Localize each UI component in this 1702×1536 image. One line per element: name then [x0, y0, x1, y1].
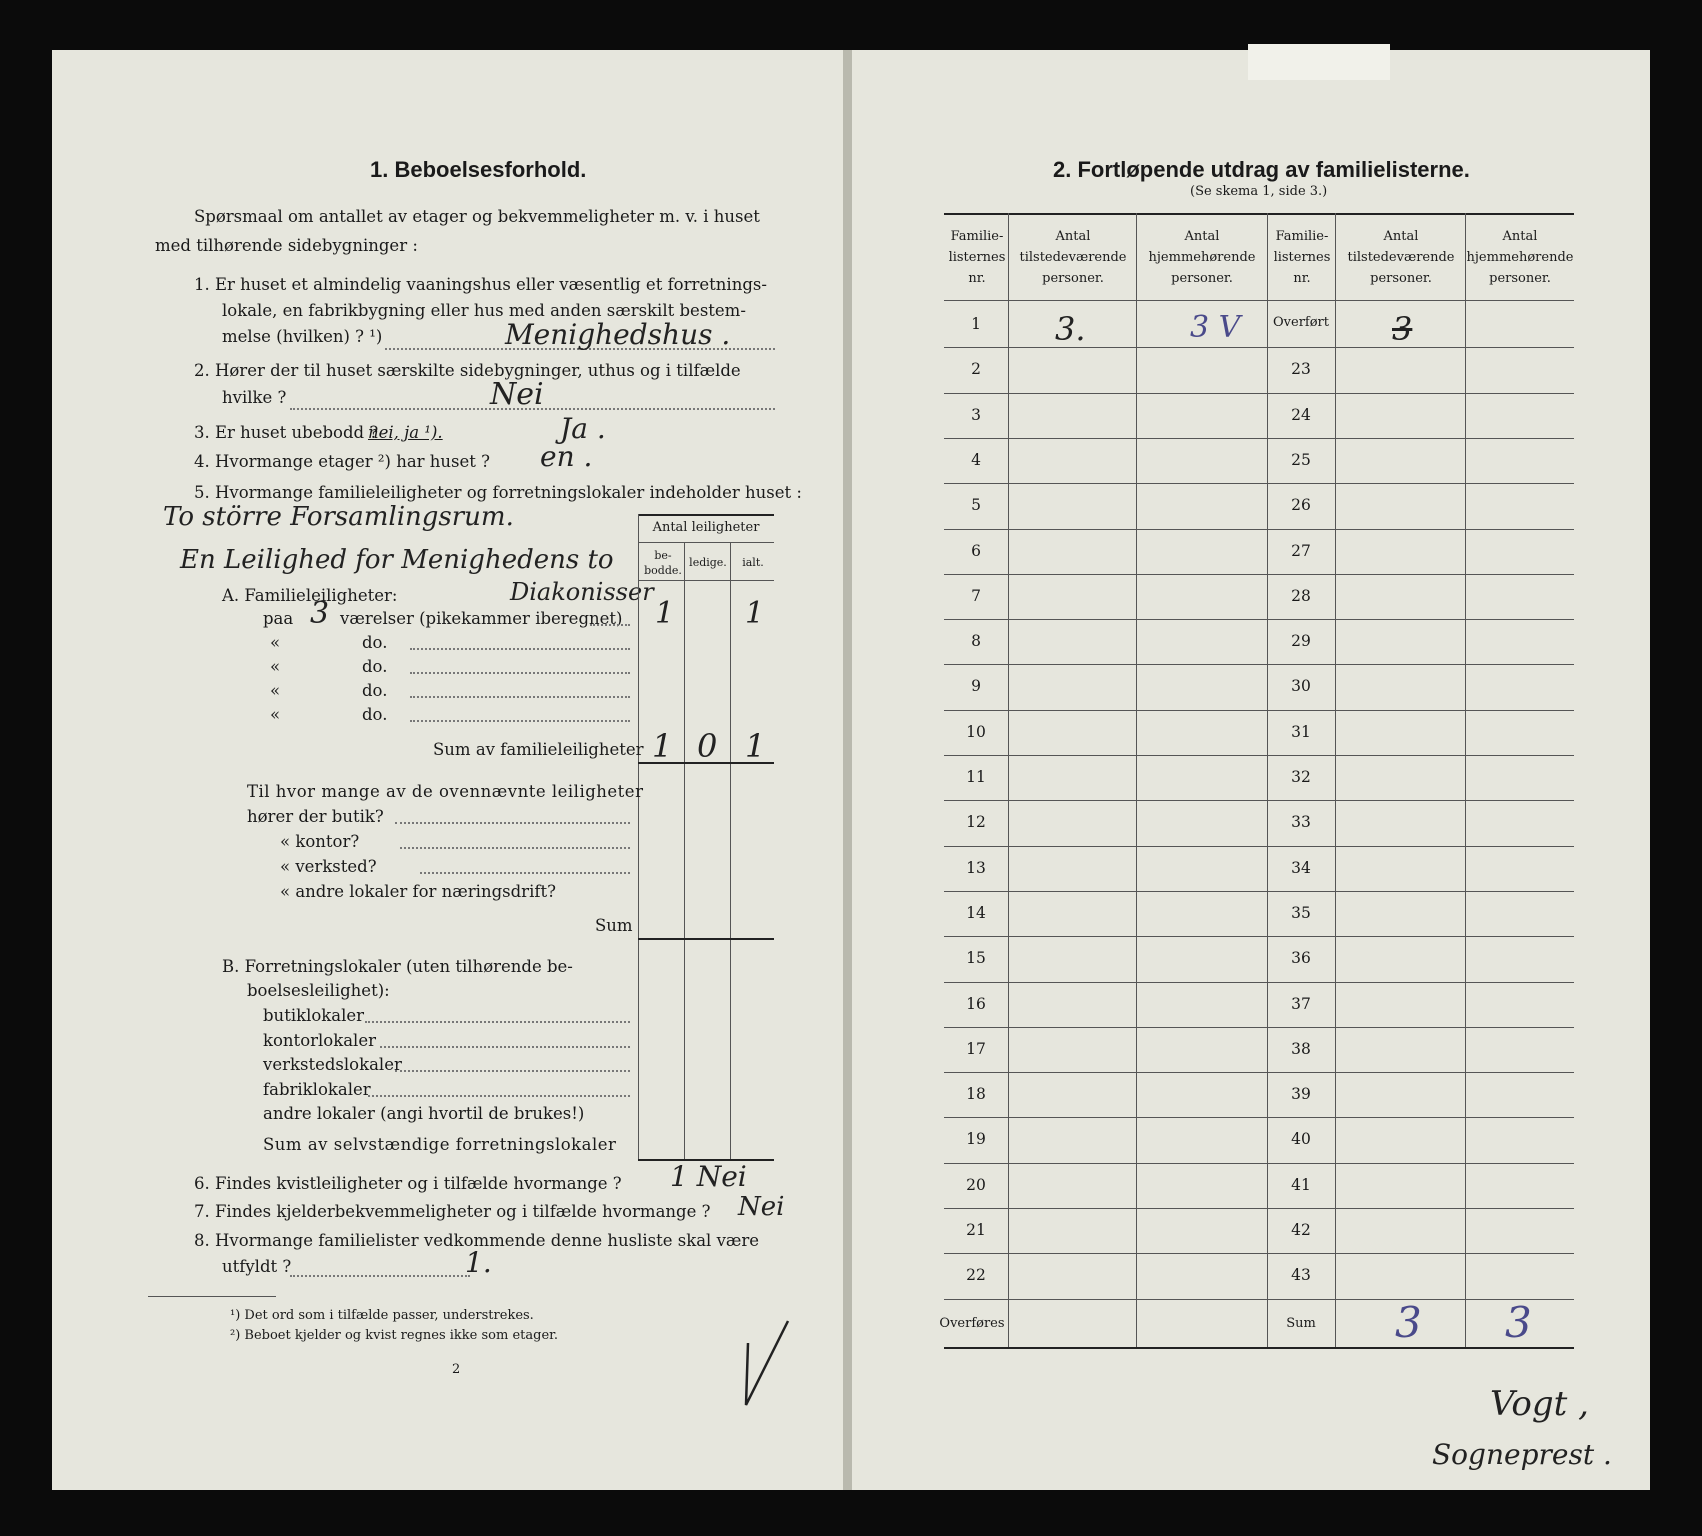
- q3-options: nei, ja ¹).: [368, 423, 443, 442]
- row-rule: [944, 710, 1574, 711]
- table-header: Antal leiligheter: [652, 520, 760, 535]
- q5-answer-line-2: En Leilighed for Menighedens to: [180, 545, 614, 575]
- row-nr-right: 29: [1291, 632, 1311, 651]
- dots-kontorlokaler: [380, 1046, 630, 1048]
- kontorlokaler-label: kontorlokaler: [263, 1031, 376, 1050]
- row-nr-right: 28: [1291, 586, 1311, 605]
- sum-ledige: 0: [697, 727, 718, 765]
- q5-answer-line-1: To större Forsamlingsrum.: [163, 502, 514, 532]
- col-header-hjemme-right: Antal hjemmehørende personer.: [1466, 229, 1574, 286]
- do-3: do.: [362, 681, 388, 700]
- page-number: 2: [452, 1362, 461, 1377]
- sum-fam-rule: [638, 762, 774, 764]
- row-nr-right: 27: [1291, 541, 1311, 560]
- row-rule: [944, 393, 1574, 394]
- row-rule: [944, 846, 1574, 847]
- row-nr-left: 6: [971, 541, 981, 560]
- row1-ialt: 1: [745, 596, 765, 631]
- page-fold: [843, 50, 852, 1490]
- row-nr-left: 9: [971, 677, 981, 696]
- row-nr-left: 11: [966, 768, 986, 786]
- q4-answer: en .: [540, 440, 593, 473]
- fabriklokaler-label: fabriklokaler: [263, 1080, 371, 1099]
- row-nr-right: 30: [1291, 677, 1311, 696]
- row-nr-left: 19: [966, 1130, 986, 1149]
- row-rule: [944, 1299, 1574, 1300]
- q5-answer-line-3: Diakonisser: [510, 578, 654, 606]
- row-rule: [944, 1163, 1574, 1164]
- footnote-2: ²) Beboet kjelder og kvist regnes ikke som etager.: [230, 1328, 559, 1343]
- andre-lokaler-label: andre lokaler (angi hvortil de brukes!): [263, 1104, 585, 1123]
- rooms-answer: 3: [310, 596, 330, 631]
- row-nr-left: 4: [971, 450, 981, 469]
- row1-tilstede: 3.: [1055, 310, 1086, 348]
- dots-fabriklokaler: [368, 1095, 630, 1097]
- dots-row-4: [410, 696, 630, 698]
- row-rule: [944, 800, 1574, 801]
- col-header-tilstede-left: Antal tilstedeværende personer.: [1019, 229, 1127, 286]
- row1-hjemme: 3 V: [1190, 310, 1241, 345]
- row-nr-left: 20: [966, 1175, 986, 1194]
- q8-answer-line: [290, 1275, 470, 1277]
- row-nr-right: Overført: [1273, 315, 1329, 330]
- q8-line-2: utfyldt ?: [222, 1257, 292, 1276]
- table-vline-2: [684, 542, 685, 1159]
- row-nr-left: 21: [966, 1221, 986, 1239]
- sum-label-1: Sum: [595, 916, 633, 935]
- table-vline-1: [638, 514, 639, 1159]
- guillemet-3: «: [270, 681, 281, 700]
- row-rule: [944, 936, 1574, 937]
- q1-line-2: lokale, en fabrikbygning eller hus med anden særskilt bestem-: [222, 301, 746, 320]
- col-header-hjemme-left: Antal hjemmehørende personer.: [1148, 229, 1256, 286]
- row-rule: [944, 1072, 1574, 1073]
- row-nr-right: 37: [1291, 994, 1311, 1013]
- sum-bebodde: 1: [652, 727, 673, 765]
- q4-label: 4. Hvormange etager ²) har huset ?: [194, 452, 490, 471]
- sum-familieleiligheter-label: Sum av familieleiligheter: [433, 740, 644, 759]
- row-nr-right: 24: [1291, 405, 1311, 424]
- right-table-top-rule: [944, 213, 1574, 215]
- footnote-rule: [148, 1296, 276, 1297]
- signature-line-2: Sogneprest .: [1432, 1438, 1612, 1471]
- row-rule: [944, 1117, 1574, 1118]
- row-nr-left: 2: [971, 360, 981, 379]
- row-nr-right: 41: [1291, 1175, 1311, 1194]
- q1-answer: Menighedshus .: [505, 318, 731, 351]
- dots-row-3: [410, 672, 630, 674]
- verkstedslokaler-label: verkstedslokaler: [263, 1055, 402, 1074]
- table-subheader-rule: [638, 580, 774, 581]
- dots-verkstedslokaler: [395, 1070, 630, 1072]
- section-1-title: 1. Beboelsesforhold.: [370, 157, 587, 182]
- q5-label: 5. Hvormange familieleiligheter og forretningslokaler indeholder huset :: [194, 483, 802, 502]
- row-nr-right: 26: [1291, 496, 1311, 515]
- row-rule: [944, 438, 1574, 439]
- left-page: [52, 50, 844, 1490]
- guillemet-1: «: [270, 633, 281, 652]
- q6-answer: 1 Nei: [670, 1160, 747, 1193]
- sum-selvstaendige-label: Sum av selvstændige forretningslokaler: [263, 1135, 617, 1154]
- row-nr-right: 32: [1291, 768, 1311, 786]
- row-nr-left: 16: [966, 994, 986, 1013]
- do-1: do.: [362, 633, 388, 652]
- row-nr-right: 25: [1291, 450, 1311, 469]
- row-nr-right: 35: [1291, 903, 1311, 922]
- table-vline-3: [730, 542, 731, 1159]
- sum-tilstede: 3: [1395, 1298, 1422, 1347]
- dots-butik: [395, 822, 630, 824]
- q7-label: 7. Findes kjelderbekvemmeligheter og i tilfælde hvormange ?: [194, 1202, 711, 1221]
- q7-answer: Nei: [738, 1192, 785, 1222]
- overfores-label: Overføres: [939, 1316, 1005, 1331]
- q8-line-1: 8. Hvormange familielister vedkommende denne husliste skal være: [194, 1231, 760, 1250]
- row-nr-left: 22: [966, 1266, 986, 1285]
- til-hvor-line-2: hører der butik?: [247, 807, 384, 826]
- row-nr-right: 43: [1291, 1266, 1311, 1285]
- row-nr-left: 10: [966, 722, 986, 741]
- butiklokaler-label: butiklokaler: [263, 1006, 365, 1025]
- intro-line-2: med tilhørende sidebygninger :: [155, 236, 418, 255]
- til-hvor-line-1: Til hvor mange av de ovennævnte leiligheter: [247, 782, 644, 801]
- right-header-rule: [944, 300, 1574, 301]
- intro-line-1: Spørsmaal om antallet av etager og bekvemmeligheter m. v. i huset: [194, 207, 760, 226]
- row-rule: [944, 619, 1574, 620]
- section-2-title: 2. Fortløpende utdrag av familielisterne.: [1053, 157, 1470, 182]
- sum-1-rule: [638, 938, 774, 940]
- col-bebodde: be-bodde.: [644, 549, 682, 577]
- row-nr-left: 8: [971, 632, 981, 651]
- row-nr-left: 12: [966, 813, 986, 832]
- section-2-subtitle: (Se skema 1, side 3.): [1190, 184, 1328, 199]
- footnote-1: ¹) Det ord som i tilfælde passer, understrekes.: [230, 1308, 534, 1323]
- vaerelser-label: værelser (pikekammer iberegnet): [340, 609, 623, 628]
- dots-row-5: [410, 720, 630, 722]
- row-rule: [944, 755, 1574, 756]
- col-header-nr-left: Familie-listernes nr.: [948, 229, 1006, 286]
- row-nr-right: 40: [1291, 1130, 1311, 1149]
- right-vline-5: [1465, 213, 1466, 1347]
- table-top-rule: [638, 514, 774, 516]
- dots-row-1: [590, 624, 630, 626]
- q1-line-3: melse (hvilken) ? ¹): [222, 327, 383, 346]
- right-vline-2: [1136, 213, 1137, 1347]
- right-vline-4: [1335, 213, 1336, 1347]
- row-rule: [944, 982, 1574, 983]
- row-nr-right: 31: [1291, 722, 1311, 741]
- row-nr-left: 14: [966, 903, 986, 922]
- row-rule: [944, 483, 1574, 484]
- row-nr-left: 13: [966, 858, 986, 877]
- dots-verksted: [420, 872, 630, 874]
- row1-bebodde: 1: [655, 596, 675, 631]
- andre-lokaler-naering-label: « andre lokaler for næringsdrift?: [280, 882, 556, 901]
- row-rule: [944, 1208, 1574, 1209]
- row-nr-left: 7: [971, 586, 981, 605]
- row-rule: [944, 1253, 1574, 1254]
- row-nr-left: 17: [966, 1039, 986, 1058]
- row-rule: [944, 574, 1574, 575]
- q1-line-1: 1. Er huset et almindelig vaaningshus eller væsentlig et forretnings-: [194, 275, 767, 294]
- sum-hjemme: 3: [1505, 1298, 1532, 1347]
- col-ledige: ledige.: [689, 556, 727, 569]
- q2-line-2: hvilke ?: [222, 388, 287, 407]
- q3-answer: Ja .: [560, 412, 606, 445]
- check-mark-icon: [740, 1315, 800, 1415]
- col-header-tilstede-right: Antal tilstedeværende personer.: [1347, 229, 1455, 286]
- overfort-tilstede: 3: [1392, 310, 1413, 348]
- paper-tab: [1248, 44, 1390, 80]
- table-header-rule: [638, 542, 774, 543]
- a-familieleiligheter-label: A. Familieleiligheter:: [222, 586, 398, 605]
- q6-label: 6. Findes kvistleiligheter og i tilfælde hvormange ?: [194, 1174, 622, 1193]
- kontor-label: « kontor?: [280, 832, 360, 851]
- q8-answer: 1.: [465, 1246, 492, 1279]
- verksted-label: « verksted?: [280, 857, 377, 876]
- row-nr-right: 38: [1291, 1039, 1311, 1058]
- b-forretningslokaler-line-1: B. Forretningslokaler (uten tilhørende be-: [222, 957, 573, 976]
- row-nr-right: 23: [1291, 360, 1311, 379]
- sum-ialt: 1: [745, 727, 766, 765]
- paa-label: paa: [263, 609, 294, 628]
- sum-label-right: Sum: [1286, 1316, 1316, 1331]
- row-nr-right: 42: [1291, 1221, 1311, 1239]
- row-nr-left: 1: [971, 315, 981, 333]
- signature-line-1: Vogt ,: [1490, 1384, 1589, 1424]
- row-nr-left: 5: [971, 496, 981, 515]
- row-nr-left: 18: [966, 1085, 986, 1104]
- col-ialt: ialt.: [742, 556, 764, 569]
- row-rule: [944, 891, 1574, 892]
- guillemet-2: «: [270, 657, 281, 676]
- q2-line-1: 2. Hører der til huset særskilte sidebygninger, uthus og i tilfælde: [194, 361, 741, 380]
- dots-row-2: [410, 648, 630, 650]
- row-rule: [944, 347, 1574, 348]
- do-4: do.: [362, 705, 388, 724]
- row-nr-right: 34: [1291, 858, 1311, 877]
- row-nr-right: 33: [1291, 813, 1311, 832]
- right-vline-1: [1008, 213, 1009, 1347]
- b-forretningslokaler-line-2: boelsesleilighet):: [247, 981, 390, 1000]
- col-header-nr-right: Familie-listernes nr.: [1273, 229, 1331, 286]
- row-nr-left: 3: [971, 405, 981, 424]
- right-table-bottom-rule: [944, 1347, 1574, 1349]
- row-nr-left: 15: [966, 949, 986, 968]
- row-nr-right: 39: [1291, 1085, 1311, 1104]
- q3-label: 3. Er huset ubebodd ?: [194, 423, 379, 442]
- row-rule: [944, 664, 1574, 665]
- q2-answer: Nei: [490, 377, 544, 412]
- dots-kontor: [400, 847, 630, 849]
- right-vline-3: [1267, 213, 1268, 1347]
- row-nr-right: 36: [1291, 949, 1311, 968]
- row-rule: [944, 1027, 1574, 1028]
- row-rule: [944, 529, 1574, 530]
- guillemet-4: «: [270, 705, 281, 724]
- dots-butiklokaler: [365, 1021, 630, 1023]
- do-2: do.: [362, 657, 388, 676]
